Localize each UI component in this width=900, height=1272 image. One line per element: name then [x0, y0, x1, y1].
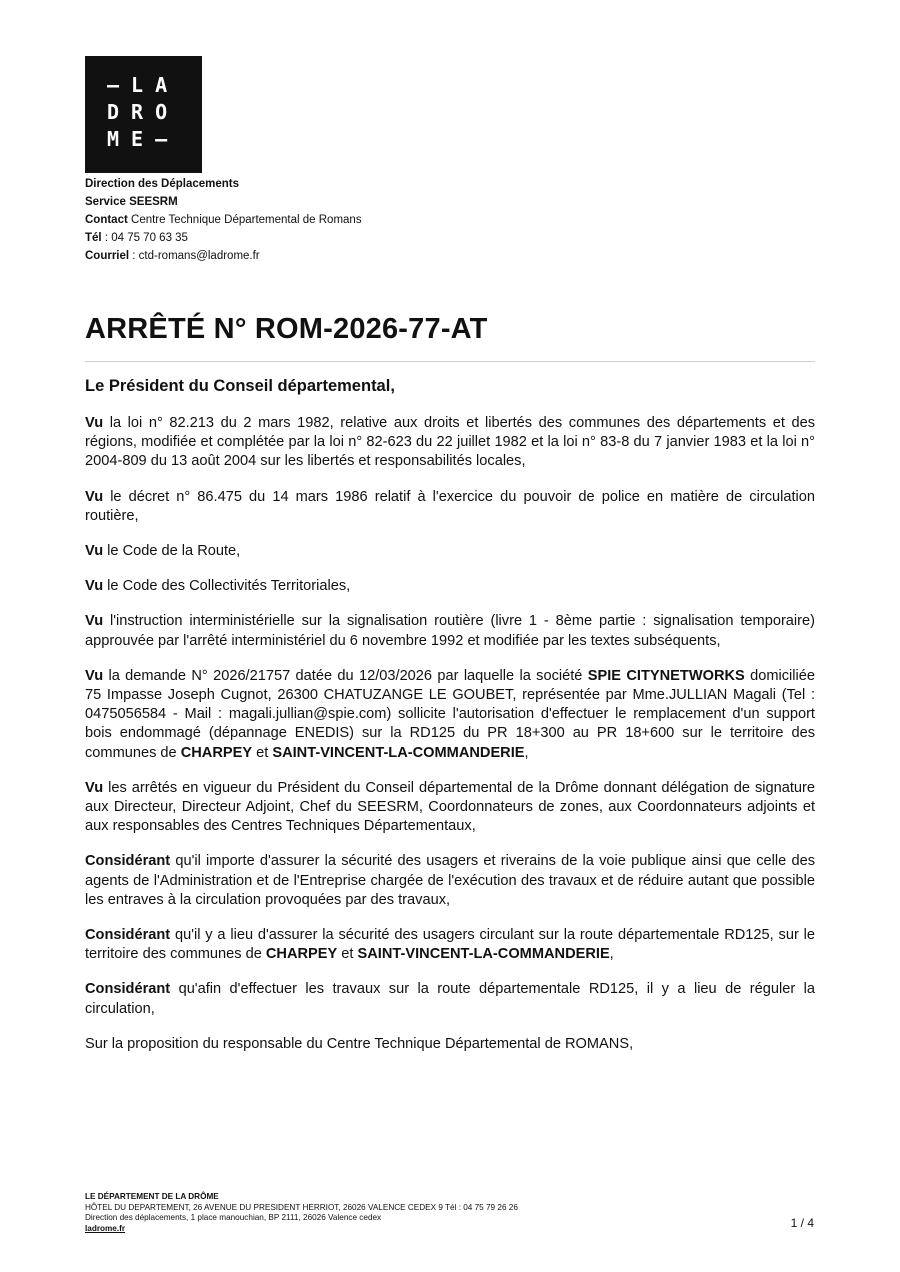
punctuation: ,: [609, 946, 614, 963]
paragraph-text: le décret n° 86.475 du 14 mars 1986 relatif à l'exercice du pouvoir de police en matière de circulation routière,: [85, 488, 815, 524]
paragraph-vu-6: [85, 667, 815, 763]
paragraph-text: domiciliée 75 Impasse Joseph Cugnot, 26300 CHATUZANGE LE GOUBET, représentée par Mme.JULLIAN Magali (Tel : 0475056584 - Mail : magali.jullian@spie.com) sollicite l'autorisation d'effectuer le remplacement d'un support bois endommagé (dépannage ENEDIS) sur la RD125 du PR 18+300 au PR 18+600 sur le territoire des communes de: [85, 667, 816, 761]
vu-keyword: Vu: [85, 578, 104, 595]
town-name: CHARPEY: [265, 946, 338, 963]
preamble-heading: Le Président du Conseil départemental,: [85, 377, 395, 395]
paragraph-text: l'instruction interministérielle sur la signalisation routière (livre 1 - 8ème partie : signalisation temporaire) approuvée par l'arrêté interministériel du 6 novembre 1992 et modifiée par les textes subséquents,: [85, 613, 815, 649]
paragraph-text: qu'afin d'effectuer les travaux sur la route départementale RD125, il y a lieu de réguler la circulation,: [85, 981, 815, 1017]
contact-value: Centre Technique Départemental de Romans: [127, 214, 362, 226]
company-name: SPIE CITYNETWORKS: [587, 667, 745, 684]
logo-line-1: –LA: [107, 73, 180, 97]
paragraph-vu-2: [85, 488, 815, 526]
town-name: SAINT-VINCENT-LA-COMMANDERIE: [357, 946, 610, 963]
contact-line: [85, 211, 362, 229]
paragraph-considerant-2: [85, 926, 815, 964]
service-name: Service SEESRM: [85, 196, 178, 208]
conjunction: et: [337, 946, 358, 963]
considerant-keyword: Considérant: [85, 981, 171, 998]
mail-label: Courriel: [85, 250, 130, 262]
mail-line: [85, 247, 362, 265]
tel-value: : 04 75 70 63 35: [101, 232, 188, 244]
paragraph-vu-1: [85, 414, 815, 472]
paragraph-text: le Code de la Route,: [103, 543, 241, 560]
title-divider: [85, 361, 815, 362]
vu-keyword: Vu: [85, 415, 104, 431]
page-footer: [85, 1192, 518, 1234]
town-name: SAINT-VINCENT-LA-COMMANDERIE: [272, 744, 525, 761]
paragraph-text: la loi n° 82.213 du 2 mars 1982, relative aux droits et libertés des communes des départements et des régions, modifiée et complétée par la loi n° 82-623 du 22 juillet 1982 et la loi n° 83-8 du 7 janvier 1983 et la loi n° 2004-809 du 13 août 2004 sur les libertés et responsabilités locales,: [85, 415, 815, 470]
paragraph-text: les arrêtés en vigueur du Président du Conseil départemental de la Drôme donnant délégation de signature aux Directeur, Directeur Adjoint, Chef du SEESRM, Coordonnateurs de zones, aux Coordonnateurs adjoints et aux responsables des Centres Techniques Départementaux,: [85, 779, 815, 835]
ladrome-logo: [85, 56, 202, 173]
mail-value: : ctd-romans@ladrome.fr: [129, 250, 260, 262]
paragraph-vu-7: [85, 779, 815, 837]
paragraph-text: la demande N° 2026/21757 datée du 12/03/2026 par laquelle la société: [103, 667, 588, 684]
footer-website-link[interactable]: ladrome.fr: [85, 1223, 126, 1233]
contact-label: Contact: [85, 214, 128, 226]
paragraph-vu-4: [85, 577, 815, 596]
logo-line-2: DRO: [107, 100, 180, 124]
document-body: [85, 414, 815, 1070]
document-title: ARRÊTÉ N° ROM-2026-77-AT: [85, 313, 488, 345]
considerant-keyword: Considérant: [85, 927, 171, 944]
paragraph-vu-5: [85, 612, 815, 650]
paragraph-vu-3: [85, 542, 815, 561]
footer-organization: LE DÉPARTEMENT DE LA DRÔME: [85, 1192, 219, 1201]
footer-address-1: HÔTEL DU DEPARTEMENT, 26 AVENUE DU PRESIDENT HERRIOT, 26026 VALENCE CEDEX 9 Tél : 04 75 79 26 26: [85, 1202, 518, 1212]
tel-label: Tél: [85, 232, 102, 244]
paragraph-proposition: Sur la proposition du responsable du Centre Technique Départemental de ROMANS,: [85, 1035, 634, 1052]
vu-keyword: Vu: [85, 667, 104, 684]
paragraph-text: le Code des Collectivités Territoriales,: [103, 578, 351, 595]
direction-name: Direction des Déplacements: [85, 178, 240, 190]
paragraph-text: qu'il y a lieu d'assurer la sécurité des usagers circulant sur la route départementale RD125, sur le territoire des communes de: [85, 927, 815, 963]
considerant-keyword: Considérant: [85, 853, 171, 870]
paragraph-considerant-1: [85, 852, 815, 910]
vu-keyword: Vu: [85, 488, 104, 505]
vu-keyword: Vu: [85, 779, 104, 796]
paragraph-text: qu'il importe d'assurer la sécurité des usagers et riverains de la voie publique ainsi que celle des agents de l'Administration et de l'Entreprise chargée de l'exécution des travaux et de réduire autant que possible les entraves à la circulation provoquées par des travaux,: [85, 853, 815, 908]
punctuation: ,: [524, 744, 529, 761]
tel-line: [85, 229, 362, 247]
vu-keyword: Vu: [85, 613, 104, 630]
page-number: 1 / 4: [790, 1216, 814, 1230]
vu-keyword: Vu: [85, 543, 104, 560]
conjunction: et: [252, 744, 273, 761]
sender-block: [85, 175, 362, 265]
paragraph-considerant-3: [85, 980, 815, 1018]
logo-line-3: ME–: [107, 127, 180, 151]
town-name: CHARPEY: [180, 744, 253, 761]
footer-address-2: Direction des déplacements, 1 place manouchian, BP 2111, 26026 Valence cedex: [85, 1213, 382, 1223]
